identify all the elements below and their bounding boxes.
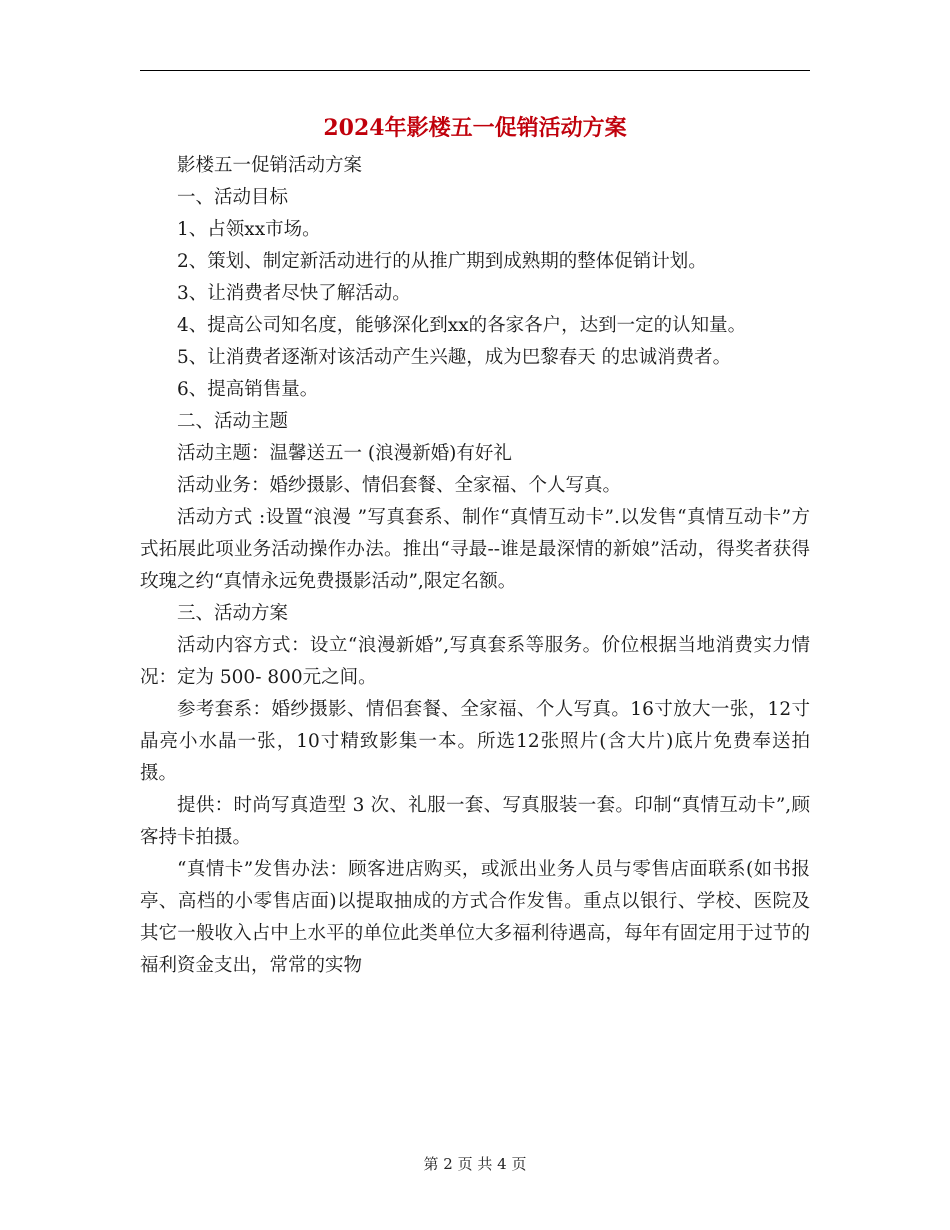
paragraph: 活动方式 :设置“浪漫 ”写真套系、制作“真情互动卡”.以发售“真情互动卡”方式拓展此项业务活动操作办法。推出“寻最--谁是最深情的新娘”活动，得奖者获得玫瑰之约“真情永远免费摄影活动”,限定名额。	[140, 507, 810, 592]
paragraph: 影楼五一促销活动方案	[177, 155, 363, 176]
paragraph: 4、提高公司知名度，能够深化到xx的各家各户，达到一定的认知量。	[177, 315, 747, 336]
paragraph: 2、策划、制定新活动进行的从推广期到成熟期的整体促销计划。	[177, 251, 707, 272]
paragraph: 提供：时尚写真造型 3 次、礼服一套、写真服装一套。印制“真情互动卡”,顾客持卡拍摄。	[140, 795, 810, 848]
paragraph: 活动主题：温馨送五一 (浪漫新婚)有好礼	[177, 443, 512, 464]
paragraph: 活动内容方式：设立“浪漫新婚”,写真套系等服务。价位根据当地消费实力情况：定为 500- 800元之间。	[140, 635, 810, 688]
document-body	[140, 150, 810, 982]
document-title: 2024年影楼五一促销活动方案	[323, 115, 627, 141]
paragraph: 6、提高销售量。	[177, 379, 319, 400]
header-rule	[140, 70, 810, 71]
page-number: 第 2 页 共 4 页	[423, 1155, 527, 1173]
paragraph: “真情卡”发售办法：顾客进店购买，或派出业务人员与零售店面联系(如书报亭、高档的小零售店面)以提取抽成的方式合作发售。重点以银行、学校、医院及其它一般收入占中上水平的单位此类单位大多福利待遇高，每年有固定用于过节的福利资金支出，常常的实物	[140, 859, 810, 976]
paragraph: 活动业务：婚纱摄影、情侣套餐、全家福、个人写真。	[177, 475, 622, 496]
paragraph: 3、让消费者尽快了解活动。	[177, 283, 411, 304]
section-heading: 三、活动方案	[177, 603, 289, 624]
paragraph: 参考套系：婚纱摄影、情侣套餐、全家福、个人写真。16寸放大一张，12寸晶亮小水晶一张，10寸精致影集一本。所选12张照片(含大片)底片免费奉送拍摄。	[140, 699, 810, 784]
paragraph: 1、占领xx市场。	[177, 219, 321, 240]
section-heading: 一、活动目标	[177, 187, 289, 208]
paragraph: 5、让消费者逐渐对该活动产生兴趣，成为巴黎春天 的忠诚消费者。	[177, 347, 732, 368]
section-heading: 二、活动主题	[177, 411, 289, 432]
